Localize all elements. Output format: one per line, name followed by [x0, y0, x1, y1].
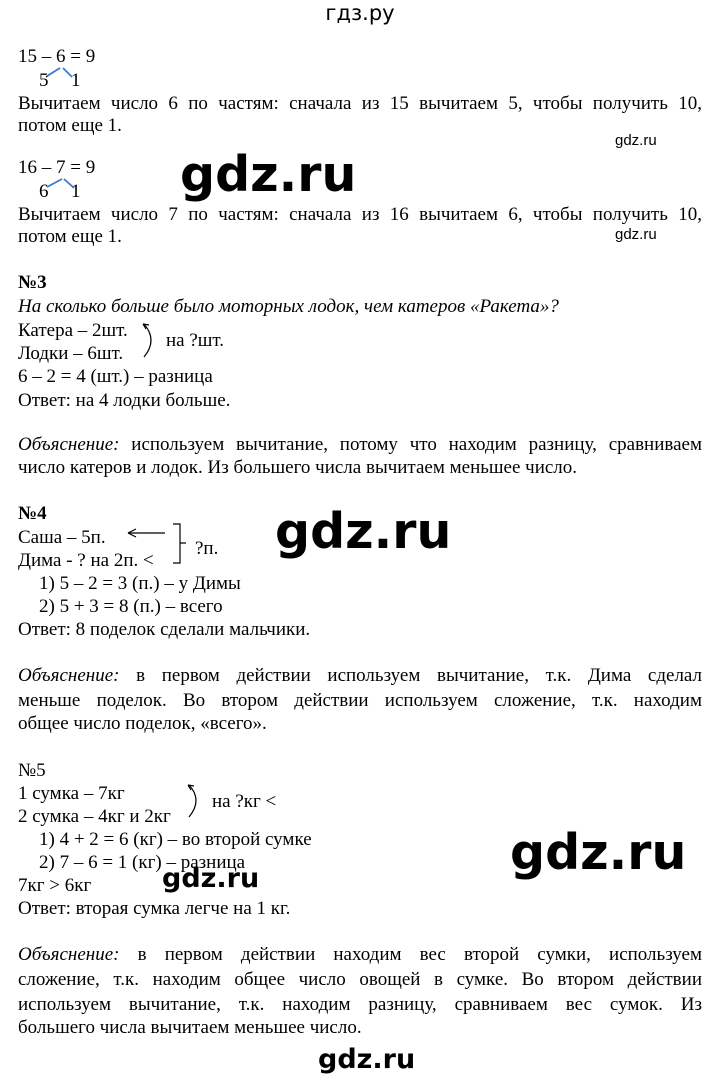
watermark-small-2: gdz.ru — [615, 226, 657, 243]
task4-explanation-line3: общее число поделок, «всего». — [18, 713, 267, 734]
ex2-part-a: 6 — [39, 181, 49, 202]
ex1-branch-left-blue — [47, 68, 60, 76]
task3-explanation-line2: число катеров и лодок. Из большего числа вычитаем меньшее число. — [18, 457, 578, 478]
watermark-medium: gdz.ru — [162, 863, 260, 894]
task5-number: №5 — [18, 760, 46, 781]
task5-step1: 1) 4 + 2 = 6 (кг) – во второй сумке — [39, 829, 312, 850]
task5-explanation-line2: сложение, т.к. находим общее число овощей в сумке. Во втором действии — [18, 969, 702, 990]
ex1-equation: 15 – 6 = 9 — [18, 46, 96, 67]
task3-row-motorboats: Лодки – 6шт. — [18, 343, 124, 364]
task3-curve-arrow — [144, 324, 151, 357]
task3-solution: 6 – 2 = 4 (шт.) – разница — [18, 366, 213, 387]
task4-answer: Ответ: 8 поделок сделали мальчики. — [18, 619, 311, 640]
task3-answer: Ответ: на 4 лодки больше. — [18, 390, 231, 411]
task5-step2: 2) 7 – 6 = 1 (кг) – разница — [39, 852, 246, 873]
task4-step1: 1) 5 – 2 = 3 (п.) – у Димы — [39, 573, 241, 594]
task5-explanation-label: Объяснение: — [18, 944, 120, 965]
task5-explanation-line4: большего числа вычитаем меньшее число. — [18, 1017, 362, 1038]
watermark-large-3: gdz.ru — [510, 824, 687, 881]
task4-explanation-label: Объяснение: — [18, 665, 120, 686]
task3-explanation-line1: Объяснение: используем вычитание, потому что находим разницу, сравниваем — [18, 434, 702, 455]
task3-row-boats: Катера – 2шт. — [18, 320, 128, 341]
task4-step2: 2) 5 + 3 = 8 (п.) – всего — [39, 596, 223, 617]
task5-row-bag1: 1 сумка – 7кг — [18, 783, 125, 804]
task4-number: №4 — [18, 503, 47, 524]
watermark-small-1: gdz.ru — [615, 132, 657, 149]
task5-compare: 7кг > 6кг — [18, 875, 92, 896]
ex1-explanation-line1: Вычитаем число 6 по частям: сначала из 15 вычитаем 5, чтобы получить 10, — [18, 93, 702, 114]
task4-row-dima: Дима - ? на 2п. < — [18, 550, 154, 571]
ex2-equation: 16 – 7 = 9 — [18, 157, 96, 178]
task5-row-bag2: 2 сумка – 4кг и 2кг — [18, 806, 171, 827]
watermark-large-1: gdz.ru — [180, 146, 357, 203]
ex2-branch-left — [47, 179, 62, 187]
ex2-explanation-line2: потом еще 1. — [18, 226, 122, 247]
task4-row-sasha: Саша – 5п. — [18, 527, 106, 548]
task4-bracket-label: ?п. — [195, 538, 219, 559]
task4-explanation-line1: Объяснение: в первом действии используем вычитание, т.к. Дима сделал — [18, 665, 703, 686]
watermark-large-2: gdz.ru — [275, 503, 452, 560]
task3-explanation-label: Объяснение: — [18, 434, 120, 455]
ex1-explanation-line2: потом еще 1. — [18, 115, 122, 136]
task3-bracket-label: на ?шт. — [166, 330, 225, 351]
page-header: гдз.ру — [325, 1, 395, 25]
task4-arrow-head — [128, 529, 136, 537]
watermark-footer: gdz.ru — [318, 1044, 416, 1075]
task3-arrow-head — [143, 324, 149, 329]
ex1-part-b: 1 — [71, 70, 81, 91]
task5-curve-arrow — [189, 785, 196, 817]
task5-arrow-head — [188, 785, 194, 790]
task5-bracket-label: на ?кг < — [212, 791, 277, 812]
task4-explanation-line2: меньше поделок. Во втором действии используем сложение, т.к. находим — [18, 690, 702, 711]
task3-number: №3 — [18, 272, 47, 293]
task5-explanation-line3: используем вычитание, т.к. находим разницу, сравниваем вес сумок. Из — [18, 994, 702, 1015]
task3-question: На сколько больше было моторных лодок, чем катеров «Ракета»? — [18, 296, 559, 317]
task4-bracket — [173, 524, 186, 563]
ex2-explanation-line1: Вычитаем число 7 по частям: сначала из 16 вычитаем 6, чтобы получить 10, — [18, 204, 702, 225]
ex2-part-b: 1 — [71, 181, 81, 202]
task5-explanation-line1: Объяснение: в первом действии находим вес второй сумки, используем — [18, 944, 703, 965]
task5-answer: Ответ: вторая сумка легче на 1 кг. — [18, 898, 291, 919]
ex1-part-a: 5 — [39, 70, 49, 91]
